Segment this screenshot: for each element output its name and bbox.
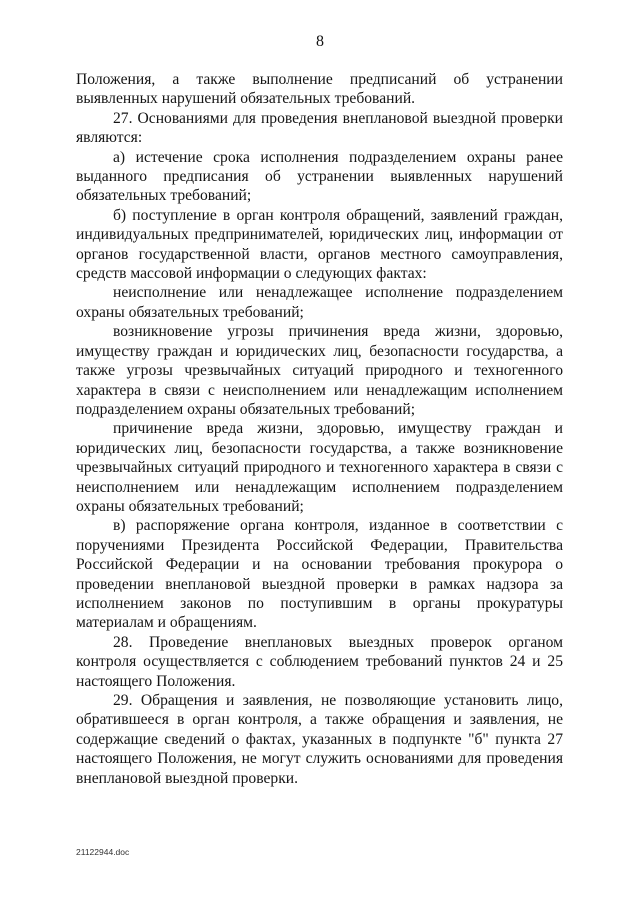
- paragraph-fact-nonfulfilment: неисполнение или ненадлежащее исполнение подразделением охраны обязательных требований;: [76, 284, 563, 321]
- paragraph-fact-threat: возникновение угрозы причинения вреда жизни, здоровью, имуществу граждан и юридических лиц, безопасности государства, а также угрозы чрезвычайных ситуаций природного и техногенного характера в связи с неисполнением или ненадлежащим исполнением подразделением охраны обязательных требований;: [76, 323, 563, 418]
- paragraph-clause-27: 27. Основаниями для проведения внеплановой выездной проверки являются:: [76, 109, 563, 147]
- paragraph-clause-29: 29. Обращения и заявления, не позволяющие установить лицо, обратившееся в орган контроля, а также обращения и заявления, не содержащие сведений о фактах, указанных в подпункте "б" пункта 27 настоящего Положения, не могут служить основаниями для проведения внеплановой выездной проверки.: [76, 692, 563, 787]
- paragraph-continuation: Положения, а также выполнение предписаний об устранении выявленных нарушений обязательных требований.: [76, 71, 563, 108]
- paragraph-subclause-b: б) поступление в орган контроля обращений, заявлений граждан, индивидуальных предпринимателей, юридических лиц, информации от органов государственной власти, органов местного самоуправления, средств массовой информации о следующих фактах:: [76, 206, 563, 283]
- paragraph-subclause-a: а) истечение срока исполнения подразделением охраны ранее выданного предписания об устранении выявленных нарушений обязательных требований;: [76, 148, 563, 205]
- paragraph-clause-28: 28. Проведение внеплановых выездных проверок органом контроля осуществляется с соблюдением требований пунктов 24 и 25 настоящего Положения.: [76, 633, 563, 690]
- page-number: 8: [316, 33, 324, 50]
- paragraph-subclause-v: в) распоряжение органа контроля, изданное в соответствии с поручениями Президента Российской Федерации, Правительства Российской Федерации и на основании требования прокурора о проведении внеплановой выездной проверки в рамках надзора за исполнением законов по поступившим в органы прокуратуры материалам и обращениям.: [76, 517, 563, 632]
- document-body: [76, 70, 563, 788]
- paragraph-fact-harm: причинение вреда жизни, здоровью, имуществу граждан и юридических лиц, безопасности государства, а также возникновение чрезвычайных ситуаций природного и техногенного характера в связи с неисполнением или ненадлежащим исполнением подразделением охраны обязательных требований;: [76, 420, 563, 515]
- footer-filename: 21122944.doc: [76, 847, 130, 857]
